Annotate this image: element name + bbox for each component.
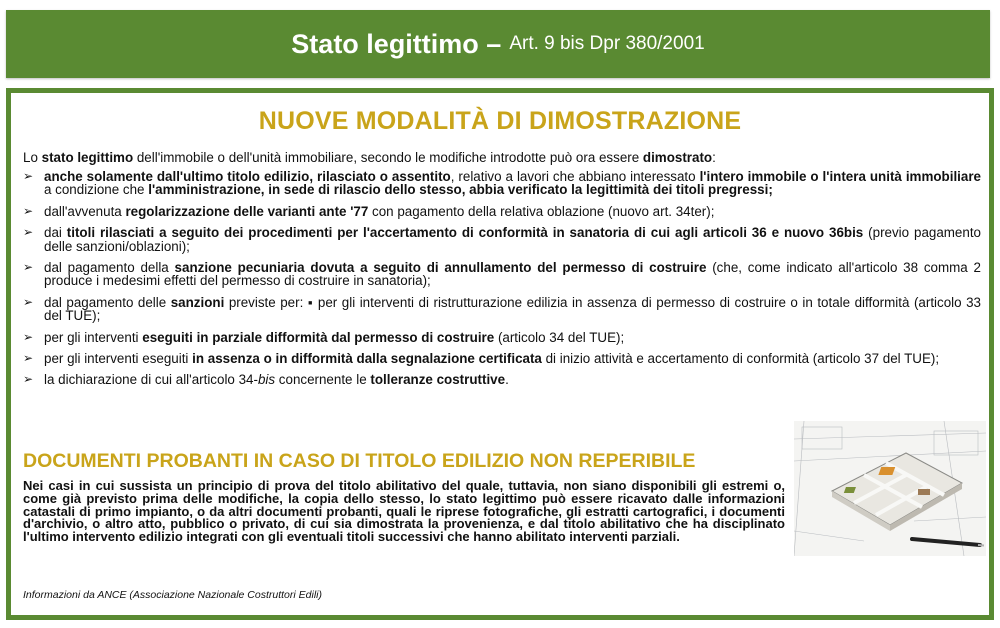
list-item (23, 296, 981, 323)
list-item (23, 331, 981, 344)
arrow-bullet-icon: ➢ (23, 260, 34, 275)
arrow-bullet-icon: ➢ (23, 329, 34, 344)
item-text: (che, come indicato all'articolo 38 comma 2 produce i medesimi effetti del permesso di costruire in sanatoria); (44, 260, 981, 289)
arrow-bullet-icon: ➢ (23, 294, 34, 309)
item-bold: regolarizzazione delle varianti ante '77 (125, 203, 369, 219)
item-text: previste per: ▪ per gli interventi di ristrutturazione edilizia in assenza di permesso di costruire o in totale difformità (articolo 33 del TUE); (44, 294, 981, 324)
item-bold: l'amministrazione, in sede di rilascio dello stesso, abbia verificato la legittimità dei titoli pregressi; (148, 182, 773, 198)
item-text: la dichiarazione di cui all'articolo 34- (44, 372, 258, 388)
item-bold: sanzioni (170, 294, 225, 310)
item-bold: l'intero immobile o l'intera unità immobiliare (699, 169, 981, 184)
list-item (23, 226, 981, 253)
list-item (23, 170, 981, 197)
intro-bold: stato legittimo (41, 150, 134, 165)
intro-text: : (712, 150, 716, 165)
intro-text: Lo (23, 150, 42, 165)
list-item (23, 373, 981, 386)
bullet-list (23, 170, 981, 395)
item-bold: sanzione pecuniaria dovuta a seguito di annullamento del permesso di costruire (174, 260, 707, 276)
section-heading: DOCUMENTI PROBANTI IN CASO DI TITOLO EDILIZIO NON REPERIBILE (23, 450, 696, 472)
slide-subtitle: Art. 9 bis Dpr 380/2001 (509, 33, 705, 54)
arrow-bullet-icon: ➢ (23, 203, 34, 218)
item-text: di inizio attività e accertamento di conformità (articolo 37 del TUE); (541, 351, 940, 367)
list-item (23, 261, 981, 288)
furniture-orange (878, 467, 895, 475)
main-heading: NUOVE MODALITÀ DI DIMOSTRAZIONE (258, 107, 742, 135)
item-text: per gli interventi (44, 329, 143, 345)
item-text: con pagamento della relativa oblazione (nuovo art. 34ter); (368, 203, 715, 219)
item-bold: tolleranze costruttive (370, 372, 506, 388)
item-text: (previo pagamento delle sanzioni/oblazioni); (44, 225, 981, 254)
intro-text: dell'immobile o dell'unità immobiliare, secondo le modifiche introdotte può ora essere (133, 150, 643, 165)
slide-title: Stato legittimo – (291, 28, 502, 59)
list-item (23, 205, 981, 218)
furniture-wood (918, 489, 930, 495)
item-text: dal pagamento della (44, 260, 175, 276)
documents-paragraph: Nei casi in cui sussista un principio di prova del titolo abilitativo del quale, tuttavia, non siano disponibili gli estremi o, come già previsto prima delle modifiche, la copia dello stesso, lo stato legittimo può essere ricavato dalle informazioni catastali di primo impianto, o da altri documenti probanti, quali le riprese fotografiche, gli estratti cartografici, i documenti d'archivio, o altro atto, pubblico o privato, di cui sia dimostrata la provenienza, e dal titolo abilitativo che ha disciplinato l'ultimo intervento edilizio integrati con gli eventuali titoli successivi che hanno abilitato interventi parziali. (23, 478, 785, 545)
item-text: dal pagamento delle (44, 294, 171, 310)
arrow-bullet-icon: ➢ (23, 351, 34, 366)
arrow-bullet-icon: ➢ (23, 372, 34, 387)
item-text: (articolo 34 del TUE); (494, 329, 625, 345)
item-text: per gli interventi eseguiti (44, 351, 193, 367)
item-bold: anche solamente dall'ultimo titolo edilizio, rilasciato o assentito (44, 169, 451, 184)
source-note: Informazioni da ANCE (Associazione Nazionale Costruttori Edili) (23, 589, 322, 601)
item-text: a condizione che (44, 182, 149, 198)
item-bold: eseguiti in parziale difformità dal permesso di costruire (142, 329, 495, 345)
arrow-bullet-icon: ➢ (23, 225, 34, 240)
list-item (23, 352, 981, 365)
item-text: . (505, 372, 509, 388)
item-text: , relativo a lavori che abbiano interessato (450, 169, 700, 184)
intro-bold: dimostrato (642, 150, 713, 165)
item-text: dall'avvenuta (44, 203, 126, 219)
intro-paragraph (23, 150, 978, 165)
pen-tip (978, 545, 984, 546)
content-frame (6, 88, 994, 620)
floor-plan-illustration (794, 421, 986, 556)
item-bold: titoli rilasciati a seguito dei procedimenti per l'accertamento di conformità in sanatoria di cui agli articoli 36 e nuovo 36bis (66, 225, 864, 241)
arrow-bullet-icon: ➢ (23, 169, 34, 183)
item-text: concernente le (275, 372, 371, 388)
item-italic: bis (257, 372, 276, 388)
item-text: dai (44, 225, 67, 241)
title-banner (6, 10, 990, 78)
item-bold: in assenza o in difformità dalla segnalazione certificata (192, 351, 542, 367)
